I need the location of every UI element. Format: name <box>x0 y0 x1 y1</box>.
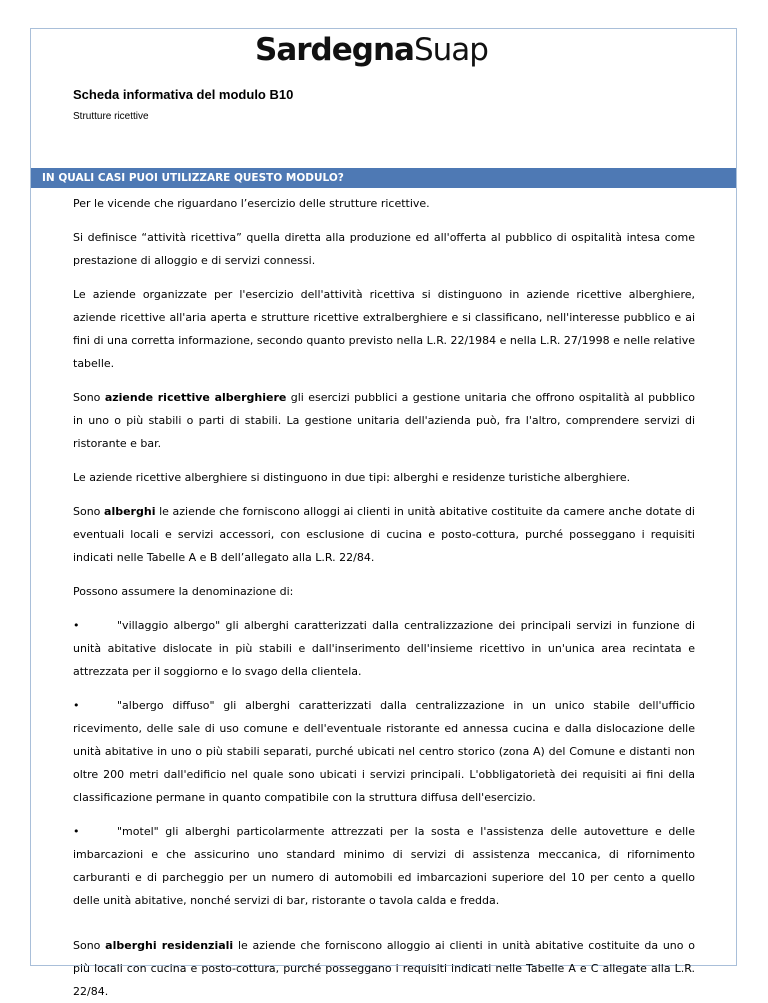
text: le aziende che forniscono alloggi ai clienti in unità abitative costituite da camere anche dotate di eventuali locali e servizi accessori, con esclusione di cucina e posto-cottura, purché posseggano i requisiti indicati nelle Tabelle A e B dell’allegato alla L.R. 22/84. <box>73 505 695 564</box>
paragraph-types: Le aziende ricettive alberghiere si distinguono in due tipi: alberghi e residenze turistiche alberghiere. <box>73 471 631 484</box>
paragraph-aziende-alberghiere <box>73 386 695 455</box>
paragraph-alberghi <box>73 500 695 569</box>
paragraph-alberghi-residenziali <box>73 934 695 1003</box>
document-title: Scheda informativa del modulo B10 <box>73 87 294 102</box>
logo-part-bold: Sardegna <box>255 32 414 68</box>
content-body <box>73 192 695 1003</box>
document-subtitle: Strutture ricettive <box>73 111 149 122</box>
text: Sono <box>73 391 105 404</box>
bold-term: alberghi <box>104 505 156 518</box>
bold-term: alberghi residenziali <box>105 939 234 952</box>
section-heading-bar: IN QUALI CASI PUOI UTILIZZARE QUESTO MODULO? <box>31 168 736 188</box>
paragraph-classification: Le aziende organizzate per l'esercizio dell'attività ricettiva si distinguono in aziende ricettive alberghiere, aziende ricettive all'aria aperta e strutture ricettive extralberghiere e si classificano, nell'interesse pubblico e ai fini di una corretta informazione, secondo quanto previsto nella L.R. 22/1984 e nella L.R. 27/1998 e nelle relative tabelle. <box>73 288 695 370</box>
sardegnasuap-logo <box>255 32 488 68</box>
list-item <box>73 820 695 912</box>
paragraph-denominazione: Possono assumere la denominazione di: <box>73 585 294 598</box>
bullet-list <box>73 614 695 912</box>
list-item <box>73 614 695 683</box>
text: gli esercizi pubblici a gestione unitaria che offrono ospitalità al pubblico in uno o più stabili o parti di stabili. La gestione unitaria dell'azienda può, fra l'altro, comprendere servizi di ristorante e bar. <box>73 391 695 450</box>
bullet-icon: • <box>73 619 80 632</box>
logo-part-light: Suap <box>413 32 488 68</box>
text: Sono <box>73 505 105 518</box>
bold-term: aziende ricettive alberghiere <box>104 391 287 404</box>
bullet-icon: • <box>73 699 80 712</box>
list-item-text: "motel" gli alberghi particolarmente attrezzati per la sosta e l'assistenza delle autovetture e delle imbarcazioni e che assicurino uno standard minimo di servizi di assistenza meccanica, di rifornimento carburanti e di parcheggio per un numero di automobili ed imbarcazioni superiore del 10 per cento a quello delle unità abitative, nonché servizi di bar, ristorante o tavola calda e fredda. <box>73 825 695 907</box>
list-item <box>73 694 695 809</box>
text: Sono <box>73 939 106 952</box>
list-item-text: "albergo diffuso" gli alberghi caratterizzati dalla centralizzazione in un unico stabile dell'ufficio ricevimento, delle sale di uso comune e dell'eventuale ristorante ed annessa cucina e dalla dislocazione delle unità abitative in uno o più stabili separati, purché ubicati nel centro storico (zona A) del Comune e distanti non oltre 200 metri dall'edificio nel quale sono ubicati i servizi principali. L'obbligatorietà dei requisiti ai fini della classificazione permane in quanto compatibile con la struttura diffusa dell'esercizio. <box>73 699 695 804</box>
text: le aziende che forniscono alloggio ai clienti in unità abitative costituite da uno o più locali con cucina e posto-cottura, purché posseggano i requisiti indicati nelle Tabelle A e C allegate alla L.R. 22/84. <box>73 939 695 998</box>
list-item-text: "villaggio albergo" gli alberghi caratterizzati dalla centralizzazione dei principali servizi in funzione di unità abitative dislocate in più stabili e dall'inserimento dell'insieme ricettivo in un'unica area recintata e attrezzata per il soggiorno e lo svago della clientela. <box>73 619 695 678</box>
paragraph-definition: Si definisce “attività ricettiva” quella diretta alla produzione ed all'offerta al pubblico di ospitalità intesa come prestazione di alloggio e di servizi connessi. <box>73 231 695 267</box>
paragraph-intro: Per le vicende che riguardano l’esercizio delle strutture ricettive. <box>73 197 430 210</box>
bullet-icon: • <box>73 825 80 838</box>
